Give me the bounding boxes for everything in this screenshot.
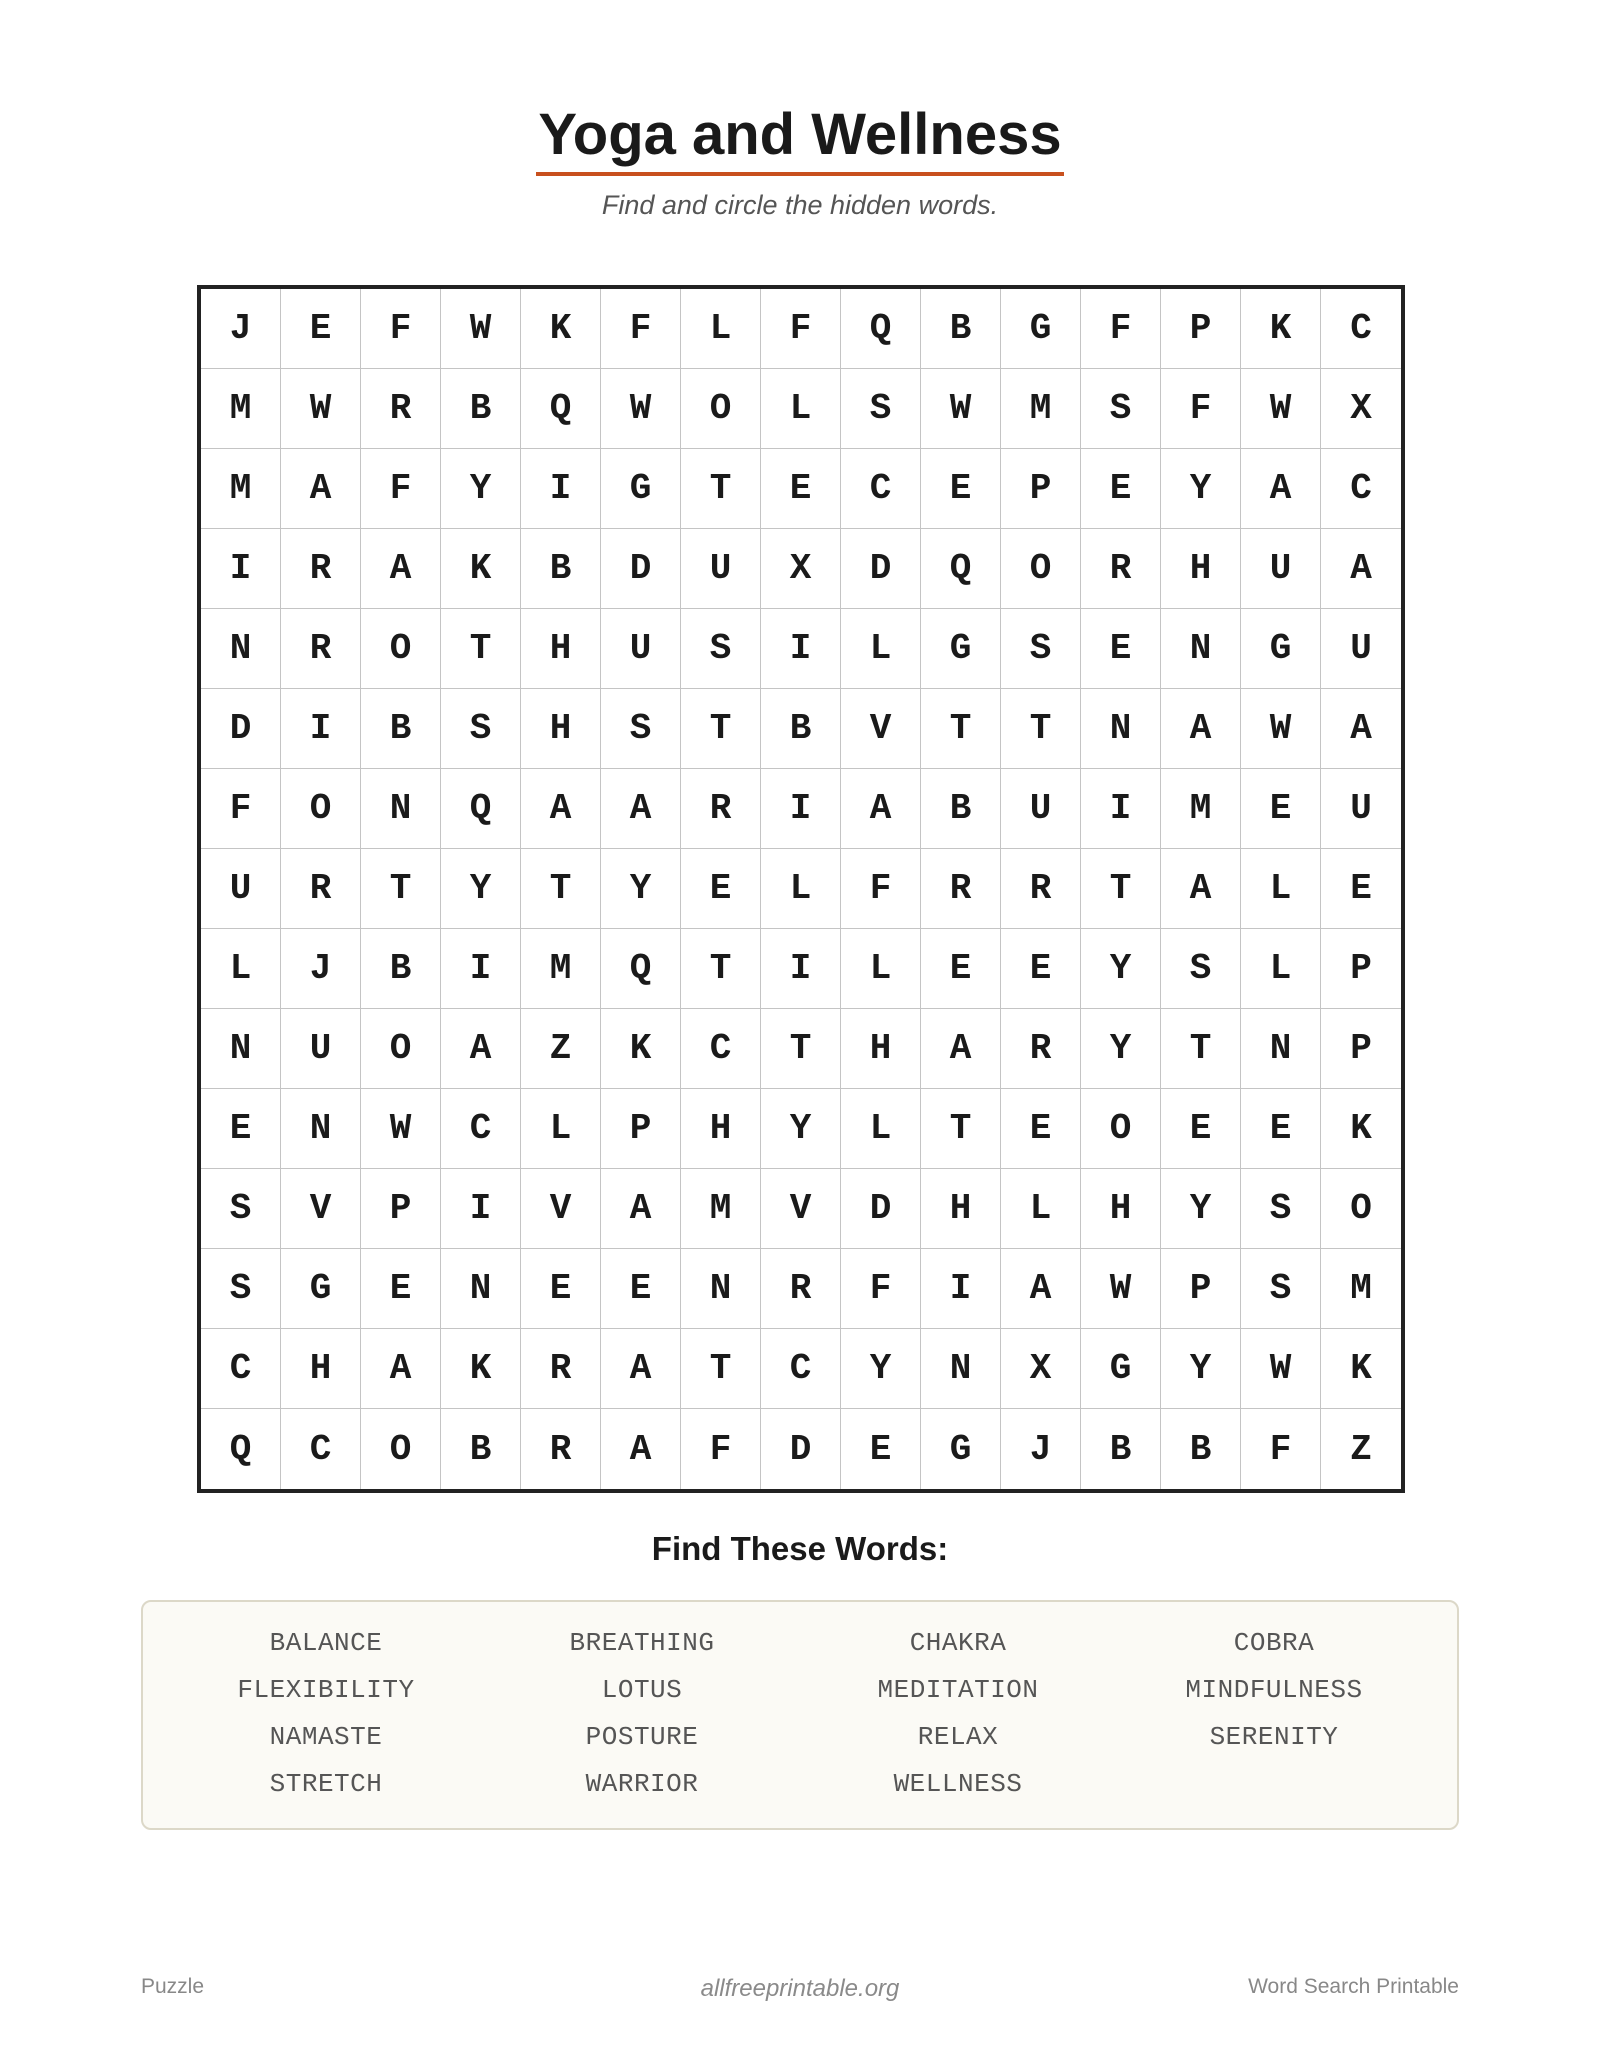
word-list-item: CHAKRA (909, 1628, 1007, 1658)
grid-cell[interactable]: W (1081, 1249, 1161, 1329)
grid-cell[interactable]: Y (441, 849, 521, 929)
grid-cell[interactable]: A (521, 769, 601, 849)
grid-cell[interactable]: Y (441, 449, 521, 529)
grid-cell[interactable]: E (681, 849, 761, 929)
grid-cell[interactable]: K (1321, 1089, 1401, 1169)
grid-cell[interactable]: B (521, 529, 601, 609)
grid-cell[interactable]: T (1161, 1009, 1241, 1089)
grid-cell[interactable]: B (361, 929, 441, 1009)
grid-cell[interactable]: Y (1081, 1009, 1161, 1089)
grid-cell[interactable]: L (761, 369, 841, 449)
grid-cell[interactable]: U (1241, 529, 1321, 609)
grid-cell[interactable]: M (1321, 1249, 1401, 1329)
grid-cell[interactable]: W (1241, 1329, 1321, 1409)
grid-cell[interactable]: H (841, 1009, 921, 1089)
grid-cell[interactable]: E (1321, 849, 1401, 929)
grid-cell[interactable]: E (1241, 1089, 1321, 1169)
grid-cell[interactable]: M (201, 369, 281, 449)
grid-cell[interactable]: P (1161, 289, 1241, 369)
word-list-item: LOTUS (601, 1675, 683, 1705)
footer-right-label: Word Search Printable (1248, 1975, 1459, 1998)
grid-cell[interactable]: E (921, 929, 1001, 1009)
grid-cell[interactable]: Y (601, 849, 681, 929)
grid-cell[interactable]: E (1001, 1089, 1081, 1169)
grid-cell[interactable]: G (1241, 609, 1321, 689)
grid-cell[interactable]: G (921, 1409, 1001, 1489)
grid-cell[interactable]: X (1321, 369, 1401, 449)
grid-cell[interactable]: A (601, 1169, 681, 1249)
grid-cell[interactable]: T (681, 449, 761, 529)
grid-cell[interactable]: N (1161, 609, 1241, 689)
grid-cell[interactable]: X (1001, 1329, 1081, 1409)
word-list-item: FLEXIBILITY (237, 1675, 415, 1705)
word-list-item: MINDFULNESS (1185, 1675, 1363, 1705)
grid-cell[interactable]: P (601, 1089, 681, 1169)
grid-cell[interactable]: M (201, 449, 281, 529)
grid-cell[interactable]: D (841, 529, 921, 609)
grid-cell[interactable]: L (1001, 1169, 1081, 1249)
grid-cell[interactable]: A (921, 1009, 1001, 1089)
grid-cell[interactable]: H (921, 1169, 1001, 1249)
word-list-item: WARRIOR (585, 1769, 699, 1799)
grid-cell[interactable]: S (1241, 1249, 1321, 1329)
grid-cell[interactable]: E (281, 289, 361, 369)
grid-cell[interactable]: B (921, 769, 1001, 849)
grid-cell[interactable]: E (841, 1409, 921, 1489)
word-list-item: STRETCH (269, 1769, 383, 1799)
grid-cell[interactable]: L (681, 289, 761, 369)
grid-cell[interactable]: B (761, 689, 841, 769)
grid-cell[interactable]: O (1001, 529, 1081, 609)
grid-cell[interactable]: R (761, 1249, 841, 1329)
grid-cell[interactable]: V (281, 1169, 361, 1249)
grid-cell[interactable]: R (681, 769, 761, 849)
grid-cell[interactable]: P (1001, 449, 1081, 529)
grid-cell[interactable]: W (441, 289, 521, 369)
grid-cell[interactable]: N (441, 1249, 521, 1329)
grid-cell[interactable]: Q (521, 369, 601, 449)
grid-cell[interactable]: P (1321, 929, 1401, 1009)
grid-cell[interactable]: D (841, 1169, 921, 1249)
grid-cell[interactable]: M (1001, 369, 1081, 449)
grid-cell[interactable]: E (361, 1249, 441, 1329)
grid-cell[interactable]: E (1081, 609, 1161, 689)
grid-cell[interactable]: L (521, 1089, 601, 1169)
grid-cell[interactable]: U (1321, 609, 1401, 689)
grid-cell[interactable]: Y (1081, 929, 1161, 1009)
grid-cell[interactable]: A (601, 1409, 681, 1489)
grid-cell[interactable]: T (681, 1329, 761, 1409)
grid-cell[interactable]: U (681, 529, 761, 609)
grid-cell[interactable]: I (761, 609, 841, 689)
grid-cell[interactable]: T (361, 849, 441, 929)
grid-cell[interactable]: K (441, 529, 521, 609)
grid-cell[interactable]: A (1321, 689, 1401, 769)
page-subtitle: Find and circle the hidden words. (601, 190, 999, 220)
grid-cell[interactable]: R (1001, 849, 1081, 929)
grid-cell[interactable]: A (1161, 849, 1241, 929)
word-list-item: RELAX (917, 1722, 999, 1752)
grid-cell[interactable]: X (761, 529, 841, 609)
grid-cell[interactable]: C (841, 449, 921, 529)
grid-cell[interactable]: U (601, 609, 681, 689)
word-list-box (141, 1600, 1459, 1830)
word-list-item: COBRA (1233, 1628, 1315, 1658)
grid-cell[interactable]: F (1081, 289, 1161, 369)
grid-cell[interactable]: K (521, 289, 601, 369)
word-list (143, 1620, 1457, 1808)
grid-cell[interactable]: Z (1350, 1428, 1372, 1470)
grid-cell[interactable]: A (1001, 1249, 1081, 1329)
grid-cell[interactable]: F (841, 849, 921, 929)
word-list-item: BREATHING (569, 1628, 715, 1658)
grid-cell[interactable]: B (1081, 1409, 1161, 1489)
word-list-item: MEDITATION (877, 1675, 1039, 1705)
grid-cell[interactable]: W (361, 1089, 441, 1169)
grid-cell[interactable]: B (441, 1409, 521, 1489)
grid-cell[interactable]: E (1001, 929, 1081, 1009)
grid-cell[interactable]: C (441, 1089, 521, 1169)
grid-cell[interactable]: L (841, 929, 921, 1009)
grid-cell[interactable]: A (1321, 529, 1401, 609)
grid-cell[interactable]: B (1161, 1409, 1241, 1489)
grid-cell[interactable]: L (761, 849, 841, 929)
grid-cell[interactable]: V (841, 689, 921, 769)
grid-cell[interactable]: I (1081, 769, 1161, 849)
grid-cell[interactable]: L (841, 1089, 921, 1169)
grid-cell[interactable]: S (1081, 369, 1161, 449)
grid-cell[interactable]: Y (1161, 449, 1241, 529)
grid-cell[interactable]: S (1161, 929, 1241, 1009)
grid-cell[interactable]: R (521, 1409, 601, 1489)
grid-cell[interactable]: N (361, 769, 441, 849)
grid-cell[interactable]: E (1241, 769, 1321, 849)
grid-cell[interactable]: A (281, 449, 361, 529)
grid-cell[interactable]: S (601, 689, 681, 769)
grid-cell[interactable]: S (681, 609, 761, 689)
grid-cell[interactable]: A (441, 1009, 521, 1089)
grid-cell[interactable]: I (761, 769, 841, 849)
grid-cell[interactable]: W (921, 369, 1001, 449)
grid-cell[interactable]: A (601, 1329, 681, 1409)
word-list-item: SERENITY (1209, 1722, 1339, 1752)
grid-cell[interactable]: A (361, 1329, 441, 1409)
word-list-item: NAMASTE (269, 1722, 383, 1752)
grid-cell[interactable]: S (841, 369, 921, 449)
grid-cell[interactable]: I (921, 1249, 1001, 1329)
grid-cell[interactable]: N (201, 1009, 281, 1089)
grid-cell[interactable]: O (361, 1009, 441, 1089)
grid-cell[interactable]: T (921, 689, 1001, 769)
grid-cell[interactable]: A (841, 769, 921, 849)
grid-cell[interactable]: R (1001, 1009, 1081, 1089)
grid-cell[interactable]: K (441, 1329, 521, 1409)
grid-cell[interactable]: R (521, 1329, 601, 1409)
grid-cell[interactable]: Q (841, 289, 921, 369)
grid-cell[interactable]: F (361, 449, 441, 529)
grid-cell[interactable]: I (521, 449, 601, 529)
grid-cell[interactable]: P (1321, 1009, 1401, 1089)
grid-cell[interactable]: O (1321, 1169, 1401, 1249)
grid-cell[interactable]: Y (1161, 1329, 1241, 1409)
grid-cell[interactable]: M (1161, 769, 1241, 849)
grid-cell[interactable]: A (601, 769, 681, 849)
grid-cell[interactable]: E (521, 1249, 601, 1329)
grid-cell[interactable]: C (201, 1329, 281, 1409)
grid-cell[interactable]: B (361, 689, 441, 769)
grid-cell[interactable]: I (761, 929, 841, 1009)
grid-cell[interactable]: U (1001, 769, 1081, 849)
grid-cell[interactable]: L (201, 929, 281, 1009)
grid-cell[interactable]: H (521, 609, 601, 689)
grid-cell[interactable]: I (201, 529, 281, 609)
grid-cell[interactable]: C (681, 1009, 761, 1089)
grid-cell[interactable]: S (1001, 609, 1081, 689)
grid-cell[interactable]: I (441, 929, 521, 1009)
grid-cell[interactable]: O (281, 769, 361, 849)
grid-cell[interactable]: U (1321, 769, 1401, 849)
grid-cell[interactable]: E (1081, 449, 1161, 529)
grid-cell[interactable]: S (441, 689, 521, 769)
grid-cell[interactable]: F (1161, 369, 1241, 449)
grid-cell[interactable]: T (521, 849, 601, 929)
grid-cell[interactable]: Y (1161, 1169, 1241, 1249)
grid-cell[interactable]: Q (201, 1409, 281, 1489)
word-search-grid (197, 285, 1405, 1493)
grid-cell[interactable]: A (361, 529, 441, 609)
grid-cell[interactable]: N (681, 1249, 761, 1329)
grid-cell[interactable]: G (921, 609, 1001, 689)
grid-cell[interactable]: L (1241, 849, 1321, 929)
grid-cell[interactable]: A (1161, 689, 1241, 769)
grid-cell[interactable]: S (201, 1249, 281, 1329)
grid-cell[interactable]: S (201, 1169, 281, 1249)
footer-left-label: Puzzle (141, 1975, 205, 1998)
grid-cell[interactable]: M (521, 929, 601, 1009)
grid-cell[interactable]: L (841, 609, 921, 689)
grid-cell[interactable]: T (761, 1009, 841, 1089)
grid-cell[interactable]: N (921, 1329, 1001, 1409)
grid-cell[interactable]: O (361, 1409, 441, 1489)
grid-cell[interactable]: L (1241, 929, 1321, 1009)
grid-cell[interactable]: C (1321, 449, 1401, 529)
grid-cell[interactable]: H (281, 1329, 361, 1409)
grid-cell[interactable]: Q (441, 769, 521, 849)
grid-cell[interactable]: F (361, 289, 441, 369)
grid-cell[interactable]: R (281, 609, 361, 689)
grid-cell[interactable]: T (441, 609, 521, 689)
grid-cell[interactable]: N (201, 609, 281, 689)
grid-cell[interactable]: T (921, 1089, 1001, 1169)
page-title: Yoga and Wellness (536, 100, 1063, 176)
grid-cell[interactable]: J (281, 929, 361, 1009)
grid-cell[interactable]: N (281, 1089, 361, 1169)
grid-cell[interactable]: N (1081, 689, 1161, 769)
grid-cell[interactable]: G (601, 449, 681, 529)
grid-cell[interactable]: Z (521, 1009, 601, 1089)
grid-cell[interactable]: F (201, 769, 281, 849)
grid-cell[interactable]: J (201, 289, 281, 369)
grid-cell[interactable]: H (521, 689, 601, 769)
grid-cell[interactable]: K (1241, 289, 1321, 369)
grid-cell[interactable]: K (601, 1009, 681, 1089)
grid-cell[interactable]: B (921, 289, 1001, 369)
grid-cell[interactable]: K (1321, 1329, 1401, 1409)
grid-cell[interactable]: T (681, 689, 761, 769)
grid-cell[interactable]: U (281, 1009, 361, 1089)
grid-cell[interactable]: S (1241, 1169, 1321, 1249)
grid-cell[interactable]: P (361, 1169, 441, 1249)
grid-cell[interactable]: R (1081, 529, 1161, 609)
grid-cell[interactable]: V (761, 1169, 841, 1249)
word-list-heading: Find These Words: (651, 1530, 949, 1567)
grid-cell[interactable]: O (681, 369, 761, 449)
grid-cell[interactable]: H (1081, 1169, 1161, 1249)
grid-cell[interactable]: A (1241, 449, 1321, 529)
grid-cell[interactable]: O (1081, 1089, 1161, 1169)
word-list-item: WELLNESS (893, 1769, 1023, 1799)
grid-cell[interactable]: M (681, 1169, 761, 1249)
grid-cell[interactable]: D (761, 1409, 841, 1489)
grid-cell[interactable]: E (201, 1089, 281, 1169)
grid-cell[interactable]: R (921, 849, 1001, 929)
grid-cell[interactable]: R (281, 849, 361, 929)
grid-cell[interactable]: Y (761, 1089, 841, 1169)
grid-cell[interactable]: W (601, 369, 681, 449)
grid-cell[interactable]: G (281, 1249, 361, 1329)
grid-cell[interactable]: W (1241, 689, 1321, 769)
grid-cell[interactable]: F (1241, 1409, 1321, 1489)
grid-cell[interactable]: D (201, 689, 281, 769)
word-list-item: BALANCE (269, 1628, 383, 1658)
grid-cell[interactable]: T (1081, 849, 1161, 929)
grid-cell[interactable]: E (1161, 1089, 1241, 1169)
grid-cell[interactable]: V (521, 1169, 601, 1249)
grid-cell[interactable]: U (201, 849, 281, 929)
grid-cell[interactable]: I (281, 689, 361, 769)
grid-cell[interactable]: E (761, 449, 841, 529)
grid-cell[interactable]: T (681, 929, 761, 1009)
title-wrap (0, 100, 1600, 176)
grid-cell[interactable]: P (1161, 1249, 1241, 1329)
grid-cell[interactable]: G (1081, 1329, 1161, 1409)
grid-cell[interactable]: I (441, 1169, 521, 1249)
grid-cell[interactable]: T (1001, 689, 1081, 769)
grid-cell[interactable]: B (441, 369, 521, 449)
footer-site-link[interactable]: allfreeprintable.org (700, 1975, 900, 2002)
grid-cell[interactable]: C (1321, 289, 1401, 369)
grid-cell[interactable]: W (1241, 369, 1321, 449)
grid-cell[interactable]: Y (841, 1329, 921, 1409)
grid-cell[interactable]: C (281, 1409, 361, 1489)
grid-cell[interactable]: R (361, 369, 441, 449)
grid-cell[interactable]: E (921, 449, 1001, 529)
grid-cell[interactable]: C (761, 1329, 841, 1409)
grid-cell[interactable]: J (1001, 1409, 1081, 1489)
grid-cell[interactable]: D (601, 529, 681, 609)
grid-cell[interactable]: F (841, 1249, 921, 1329)
grid-cell[interactable]: O (361, 609, 441, 689)
grid-cell[interactable]: F (601, 289, 681, 369)
grid-cell[interactable]: N (1241, 1009, 1321, 1089)
grid-cell[interactable]: H (681, 1089, 761, 1169)
grid-cell[interactable]: Q (601, 929, 681, 1009)
grid-cell[interactable]: F (681, 1409, 761, 1489)
grid-cell[interactable]: H (1161, 529, 1241, 609)
grid-cell[interactable]: G (1001, 289, 1081, 369)
grid-cell[interactable]: F (761, 289, 841, 369)
grid-cell[interactable]: W (281, 369, 361, 449)
word-list-item: POSTURE (585, 1722, 699, 1752)
grid-cell[interactable]: Q (921, 529, 1001, 609)
grid-cell[interactable]: R (281, 529, 361, 609)
grid-cell[interactable]: E (601, 1249, 681, 1329)
